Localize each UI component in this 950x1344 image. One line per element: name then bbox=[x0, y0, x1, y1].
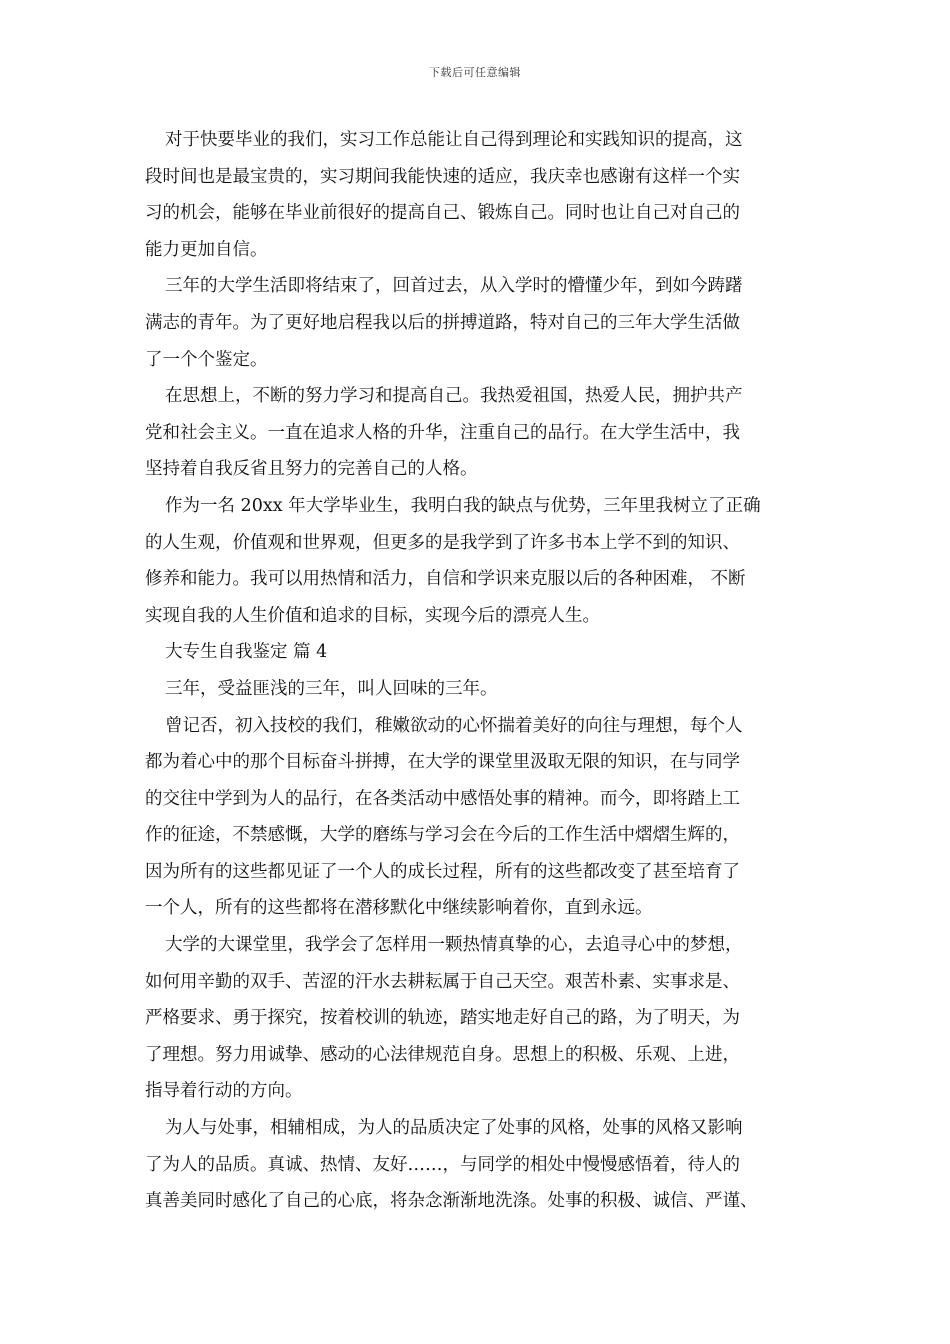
paragraph bbox=[145, 708, 817, 928]
text-line: 为人与处事，相辅相成，为人的品质决定了处事的风格，处事的风格又影响 bbox=[165, 1118, 743, 1139]
section-heading-text: 大专生自我鉴定 篇 4 bbox=[165, 642, 328, 663]
text-line: 实现自我的人生价值和追求的目标，实现今后的漂亮人生。 bbox=[145, 605, 600, 626]
paragraph bbox=[145, 488, 817, 634]
text-line: 指导着行动的方向。 bbox=[145, 1081, 303, 1102]
text-line: 对于快要毕业的我们，实习工作总能让自己得到理论和实践知识的提高，这 bbox=[165, 130, 743, 150]
text-line: 在思想上，不断的努力学习和提高自己。我热爱祖国，热爱人民，拥护共产 bbox=[165, 386, 743, 407]
text-line: 修养和能力。我可以用热情和活力，自信和学识来克服以后的各种困难， 不断 bbox=[145, 569, 746, 590]
text-line: 满志的青年。为了更好地启程我以后的拼搏道路，特对自己的三年大学生活做 bbox=[145, 312, 740, 333]
document-body bbox=[145, 122, 817, 1220]
text-line: 一个人，所有的这些都将在潜移默化中继续影响着你，直到永远。 bbox=[145, 898, 653, 919]
text-line: 能力更加自信。 bbox=[145, 239, 268, 260]
text-line: 因为所有的这些都见证了一个人的成长过程，所有的这些都改变了甚至培育了 bbox=[145, 861, 740, 882]
paragraph bbox=[145, 927, 817, 1110]
text-line: 大学的大课堂里，我学会了怎样用一颗热情真挚的心，去追寻心中的梦想， bbox=[165, 935, 743, 956]
text-line: 习的机会，能够在毕业前很好的提高自己、锻炼自己。同时也让自己对自己的 bbox=[145, 203, 740, 224]
text-line: 了一个个鉴定。 bbox=[145, 349, 268, 370]
text-line: 坚持着自我反省且努力的完善自己的人格。 bbox=[145, 459, 478, 480]
page-header-note: 下载后可任意编辑 bbox=[429, 66, 521, 79]
text-line: 作为一名 20xx 年大学毕业生，我明白我的缺点与优势，三年里我树立了正确 bbox=[165, 495, 761, 516]
paragraph bbox=[145, 122, 817, 268]
text-line: 曾记否，初入技校的我们，稚嫩欲动的心怀揣着美好的向往与理想，每个人 bbox=[165, 715, 743, 736]
text-line: 作的征途，不禁感慨，大学的磨练与学习会在今后的工作生活中熠熠生辉的， bbox=[145, 825, 740, 846]
text-line: 的人生观，价值观和世界观，但更多的是我学到了许多书本上学不到的知识、 bbox=[145, 532, 740, 553]
text-line: 的交往中学到为人的品行，在各类活动中感悟处事的精神。而今，即将踏上工 bbox=[145, 788, 740, 809]
text-line: 段时间也是最宝贵的，实习期间我能快速的适应，我庆幸也感谢有这样一个实 bbox=[145, 166, 740, 187]
paragraph bbox=[145, 268, 817, 378]
text-line: 三年的大学生活即将结束了，回首过去，从入学时的懵懂少年，到如今踌躇 bbox=[165, 276, 743, 297]
text-line: 了为人的品质。真诚、热情、友好……，与同学的相处中慢慢感悟着，待人的 bbox=[145, 1154, 740, 1175]
text-line: 三年，受益匪浅的三年，叫人回味的三年。 bbox=[165, 678, 498, 699]
paragraph bbox=[145, 671, 817, 708]
text-line: 党和社会主义。一直在追求人格的升华，注重自己的品行。在大学生活中，我 bbox=[145, 422, 740, 443]
text-line: 严格要求、勇于探究，按着校训的轨迹，踏实地走好自己的路，为了明天，为 bbox=[145, 1008, 740, 1029]
text-line: 了理想。努力用诚挚、感动的心法律规范自身。思想上的积极、乐观、上进， bbox=[145, 1044, 740, 1065]
text-line: 如何用辛勤的双手、苦涩的汗水去耕耘属于自己天空。艰苦朴素、实事求是、 bbox=[145, 971, 740, 992]
section-heading bbox=[145, 634, 817, 671]
text-line: 都为着心中的那个目标奋斗拼搏，在大学的课堂里汲取无限的知识，在与同学 bbox=[145, 752, 740, 773]
paragraph bbox=[145, 378, 817, 488]
paragraph bbox=[145, 1110, 817, 1220]
text-line: 真善美同时感化了自己的心底，将杂念渐渐地洗涤。处事的积极、诚信、严谨、 bbox=[145, 1191, 758, 1212]
